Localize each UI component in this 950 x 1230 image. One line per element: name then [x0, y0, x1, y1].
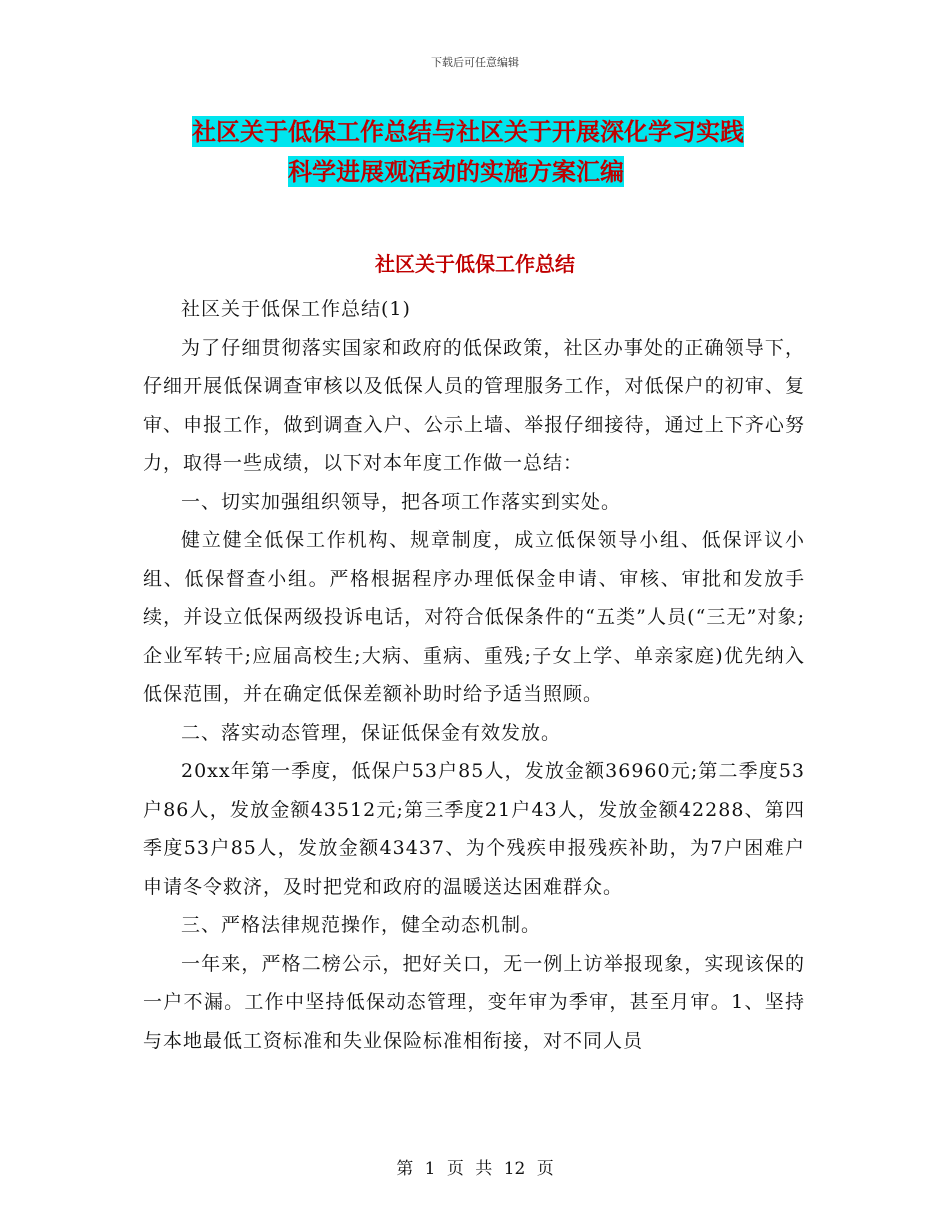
- paragraph: 20xx年第一季度，低保户53户85人，发放金额36960元;第二季度53户86人，发放金额43512元;第三季度21户43人，发放金额42288、第四季度53户85人，发放金额43437、为个残疾申报残疾补助，为7户困难户申请冬令救济，及时把党和政府的温暖送达困难群众。: [143, 760, 805, 898]
- body-text: [143, 290, 805, 1060]
- section-title: 社区关于低保工作总结: [375, 252, 575, 276]
- paragraph: 一、切实加强组织领导，把各项工作落实到实处。: [181, 490, 622, 513]
- document-title-line-1: 社区关于低保工作总结与社区关于开展深化学习实践: [192, 117, 744, 146]
- document-title-line-2: 科学进展观活动的实施方案汇编: [288, 157, 624, 186]
- page-footer: 第 1 页 共 12 页: [396, 1159, 554, 1179]
- paragraph: 健立健全低保工作机构、规章制度，成立低保领导小组、低保评议小组、低保督查小组。严格根据程序办理低保金申请、审核、审批和发放手续，并设立低保两级投诉电话，对符合低保条件的“五类”人员(“三无”对象;企业军转干;应届高校生;大病、重病、重残;子女上学、单亲家庭)优先纳入低保范围，并在确定低保差额补助时给予适当照顾。: [143, 529, 805, 705]
- paragraph: 一年来，严格二榜公示，把好关口，无一例上访举报现象，实现该保的一户不漏。工作中坚持低保动态管理，变年审为季审，甚至月审。1、坚持与本地最低工资标准和失业保险标准相衔接，对不同人员: [143, 952, 805, 1052]
- paragraph: 社区关于低保工作总结(1): [181, 298, 411, 320]
- header-note: 下载后可任意编辑: [431, 56, 519, 69]
- paragraph: 三、严格法律规范操作，健全动态机制。: [181, 914, 542, 936]
- document-title: [140, 112, 840, 192]
- paragraph: 为了仔细贯彻落实国家和政府的低保政策，社区办事处的正确领导下，仔细开展低保调查审核以及低保人员的管理服务工作，对低保户的初审、复审、申报工作，做到调查入户、公示上墙、举报仔细接待，通过上下齐心努力，取得一些成绩，以下对本年度工作做一总结：: [143, 336, 805, 474]
- paragraph: 二、落实动态管理，保证低保金有效发放。: [181, 721, 562, 744]
